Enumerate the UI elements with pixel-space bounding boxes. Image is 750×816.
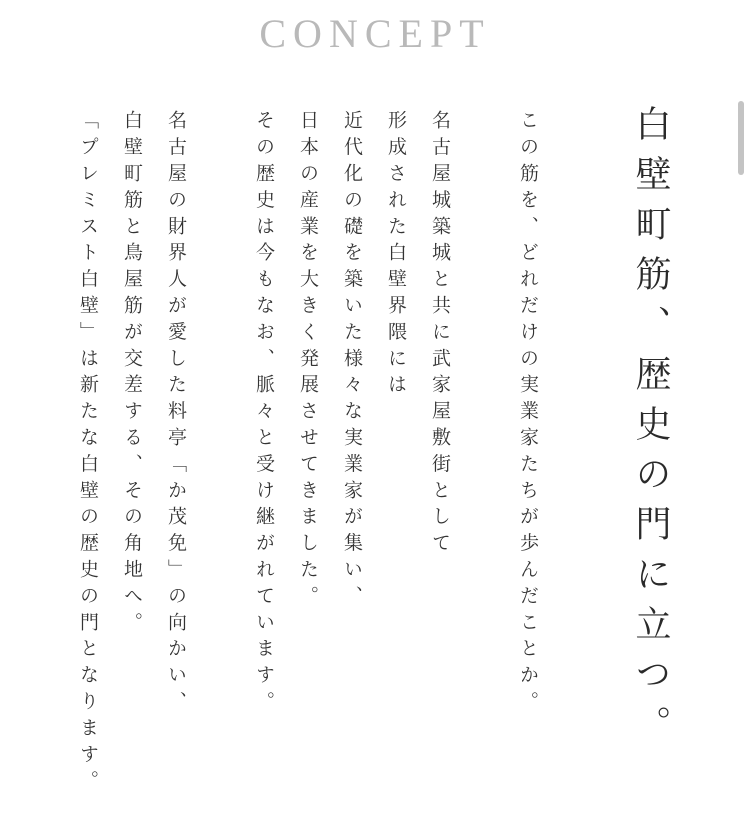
body-line: 日本の産業を大きく発展させてきました。 bbox=[297, 110, 319, 612]
body-line: その歴史は今もなお、脈々と受け継がれています。 bbox=[253, 110, 275, 718]
section-heading: CONCEPT bbox=[259, 11, 491, 56]
body-line: 名古屋城築城と共に武家屋敷街として bbox=[429, 110, 451, 559]
page-title: 白壁町筋、歴史の門に立つ。 bbox=[630, 105, 671, 755]
body-line: 「プレミスト白壁」は新たな白壁の歴史の門となります。 bbox=[77, 110, 99, 797]
scrollbar-thumb[interactable] bbox=[738, 101, 744, 175]
body-line: 名古屋の財界人が愛した料亭「か茂免」の向かい、 bbox=[165, 110, 187, 718]
body-line: 白壁町筋と鳥屋筋が交差する、その角地へ。 bbox=[121, 110, 143, 638]
body-line: 形成された白壁界隈には bbox=[385, 110, 407, 401]
body-line: 近代化の礎を築いた様々な実業家が集い、 bbox=[341, 110, 363, 612]
body-line: この筋を、どれだけの実業家たちが歩んだことか。 bbox=[517, 110, 539, 718]
